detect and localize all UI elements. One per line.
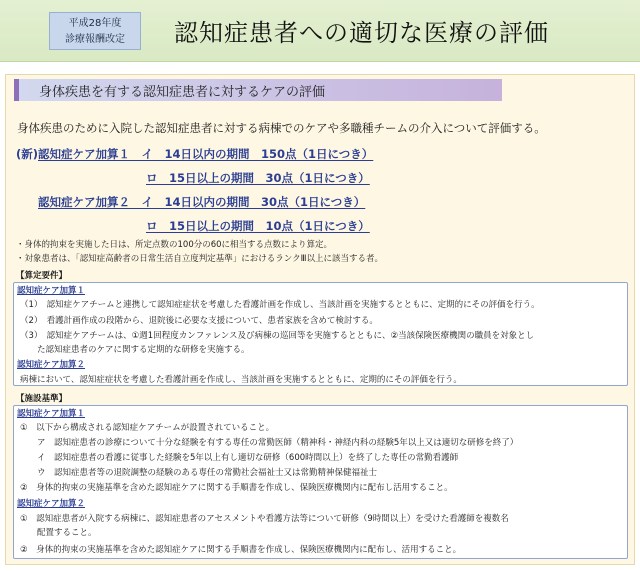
fac-k1-item: イ 認知症患者の看護に従事した経験を5年以上有し適切な研修（600時間以上）を終了した専任の常勤看護師 [20,453,459,463]
fac-k2-item: ② 身体的拘束の実施基準を含めた認知症ケアに関する手順書を作成し、保険医療機関内に配布し、活用すること。 [20,545,462,555]
fac-k2-item: 配置すること。 [20,528,97,538]
page-title: 認知症患者への適切な医療の評価 [174,19,549,47]
fac-k1-item: ウ 認知症患者等の退院調整の経験のある専任の常勤社会福祉士又は常勤精神保健福祉士 [20,468,378,478]
addition-line-2: ロ 15日以上の期間 30点（1日につき） [146,171,370,185]
requirements-header: 【算定要件】 [16,271,68,281]
year-line-2: 診療報酬改定 [65,34,125,45]
note-1: ・身体的拘束を実施した日は、所定点数の100分の60に相当する点数により算定。 [16,240,333,250]
req-k1-item: （2） 看護計画作成の段階から、退院後に必要な支援について、患者家族を含めて検討する。 [20,316,378,326]
fac-k2-item: ① 認知症患者が入院する病棟に、認知症患者のアセスメントや看護方法等について研修（9時間以上）を受けた看護師を複数名 [20,514,509,524]
req-k2-item: 病棟において、認知症症状を考慮した看護計画を作成し、当該計画を実施するとともに、定期的にその評価を行う。 [20,375,462,385]
revision-year-badge [49,12,141,50]
intro-text: 身体疾患のために入院した認知症患者に対する病棟でのケアや多職種チームの介入について評価する。 [17,121,546,135]
requirements-box [13,282,628,386]
fac-k1-item: ② 身体的拘束の実施基準を含めた認知症ケアに関する手順書を作成し、保険医療機関内に配布し活用すること。 [20,483,453,493]
fac-k1-item: ア 認知症患者の診療について十分な経験を有する専任の常勤医師（精神科・神経内科の経験5年以上又は適切な研修を終了） [20,438,519,448]
fac-k1-title: 認知症ケア加算１ [17,409,86,419]
req-k1-title: 認知症ケア加算１ [17,286,86,296]
req-k2-title: 認知症ケア加算２ [17,360,86,370]
facilities-header: 【施設基準】 [16,394,68,404]
addition-line-1: 認知症ケア加算１ イ 14日以内の期間 150点（1日につき） [38,147,374,161]
req-k1-item: （3） 認知症ケアチームは、①週1回程度カンファレンス及び病棟の巡回等を実施するとともに、②当該保険医療機関の職員を対象とし [20,331,535,341]
req-k1-item: た認知症患者のケアに関する定期的な研修を実施する。 [20,345,250,355]
fac-k2-title: 認知症ケア加算２ [17,499,86,509]
fac-k1-item: ① 以下から構成される認知症ケアチームが設置されていること。 [20,423,275,433]
new-tag: (新) [16,147,39,161]
note-2: ・対象患者は、「認知症高齢者の日常生活自立度判定基準」におけるランクⅢ以上に該当する者。 [16,254,383,264]
addition-line-3: 認知症ケア加算２ イ 14日以内の期間 30点（1日につき） [38,195,366,209]
section-title: 身体疾患を有する認知症患者に対するケアの評価 [39,85,326,100]
section-banner [14,79,502,101]
year-line-1: 平成28年度 [68,18,122,29]
header-bar [0,0,640,62]
facilities-box [13,405,628,559]
req-k1-item: （1） 認知症ケアチームと連携して認知症症状を考慮した看護計画を作成し、当該計画を実施するとともに、定期的にその評価を行う。 [20,300,540,310]
addition-line-4: ロ 15日以上の期間 10点（1日につき） [146,219,370,233]
